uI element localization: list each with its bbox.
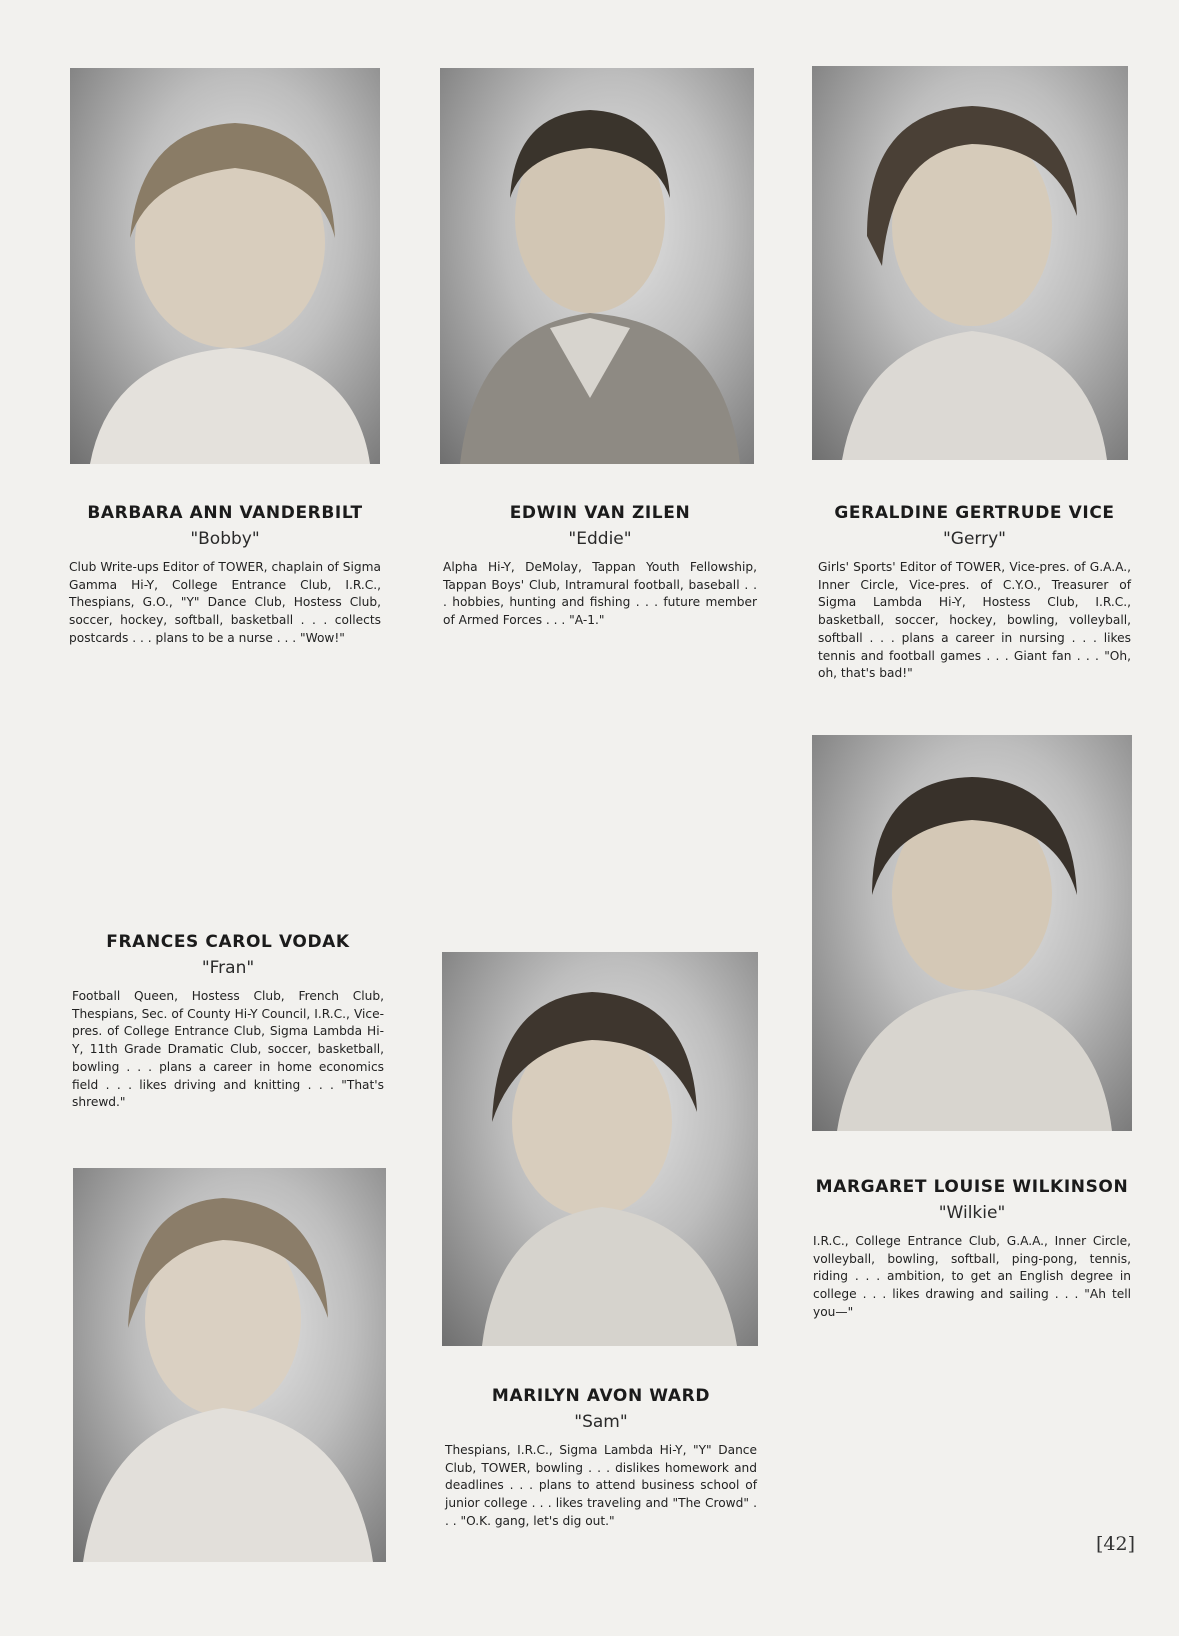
entry-edwin-van-zilen (443, 503, 757, 630)
student-name: GERALDINE GERTRUDE VICE (834, 503, 1115, 523)
entry-barbara-vanderbilt (69, 503, 381, 648)
student-bio: I.R.C., College Entrance Club, G.A.A., Inner Circle, volleyball, bowling, softball, ping-pong, tennis, riding . . . ambition, to get an English degree in college . . . likes drawing and sailing . . . "Ah tell you—" (813, 1234, 1131, 1319)
entry-geraldine-vice (818, 503, 1131, 683)
photo-frances-vodak (73, 1168, 386, 1562)
student-bio: Football Queen, Hostess Club, French Club, Thespians, Sec. of County Hi-Y Council, I.R.C., Vice-pres. of College Entrance Club, Sigma Lambda Hi-Y, 11th Grade Dramatic Club, soccer, basketball, bowling . . . plans a career in home economics field . . . likes driving and knitting . . . "That's shrewd." (72, 989, 384, 1110)
photo-edwin-van-zilen (440, 68, 754, 464)
entry-margaret-wilkinson (813, 1177, 1131, 1322)
student-bio: Club Write-ups Editor of TOWER, chaplain of Sigma Gamma Hi-Y, College Entrance Club, I.R.C., Thespians, G.O., "Y" Dance Club, Hostess Club, soccer, hockey, softball, basketball . . . collects postcards . . . plans to be a nurse . . . "Wow!" (69, 560, 381, 645)
student-bio: Girls' Sports' Editor of TOWER, Vice-pres. of G.A.A., Inner Circle, Vice-pres. of C.Y.O., Treasurer of Sigma Lambda Hi-Y, Hostess Club, I.R.C., basketball, soccer, hockey, bowling, volleyball, softball . . . plans a career in nursing . . . likes tennis and football games . . . Giant fan . . . "Oh, oh, that's bad!" (818, 560, 1131, 681)
photo-barbara-vanderbilt (70, 68, 380, 464)
student-nickname: "Wilkie" (938, 1203, 1006, 1223)
student-nickname: "Sam" (574, 1412, 628, 1432)
page-number: [42] (1096, 1533, 1136, 1555)
student-name: FRANCES CAROL VODAK (106, 932, 350, 952)
student-name: EDWIN VAN ZILEN (509, 503, 691, 523)
student-name: BARBARA ANN VANDERBILT (87, 503, 363, 523)
photo-geraldine-vice (812, 66, 1128, 460)
student-bio: Thespians, I.R.C., Sigma Lambda Hi-Y, "Y" Dance Club, TOWER, bowling . . . dislikes homework and deadlines . . . plans to attend business school of junior college . . . likes traveling and "The Crowd" . . . "O.K. gang, let's dig out." (445, 1443, 757, 1528)
student-nickname: "Eddie" (568, 529, 632, 549)
student-nickname: "Fran" (201, 958, 255, 978)
student-name: MARILYN AVON WARD (491, 1386, 711, 1406)
student-nickname: "Gerry" (942, 529, 1006, 549)
student-bio: Alpha Hi-Y, DeMolay, Tappan Youth Fellowship, Tappan Boys' Club, Intramural football, baseball . . . hobbies, hunting and fishing . . . future member of Armed Forces . . . "A-1." (443, 560, 757, 628)
student-nickname: "Bobby" (190, 529, 260, 549)
photo-margaret-wilkinson (812, 735, 1132, 1131)
photo-marilyn-ward (442, 952, 758, 1346)
student-name: MARGARET LOUISE WILKINSON (815, 1177, 1129, 1197)
entry-frances-vodak (72, 932, 384, 1112)
entry-marilyn-ward (445, 1386, 757, 1531)
